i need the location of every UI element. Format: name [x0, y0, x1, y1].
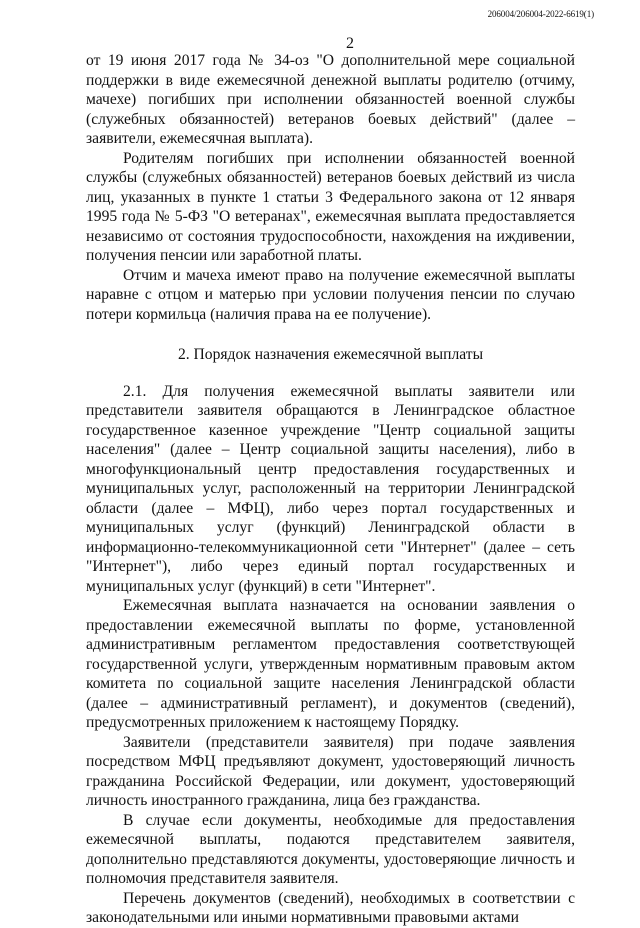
- paragraph-parents-eligibility: Родителям погибших при исполнении обязанностей военной службы (служебных обязанностей) ветеранов боевых действий из числа лиц, указанных в пункте 1 статьи 3 Федерального закона от 12 января 1995 года № 5-ФЗ "О ветеранах", ежемесячная выплата предоставляется независимо от состояния трудоспособности, нахождения на иждивении, получения пенсии или заработной платы.: [86, 149, 575, 264]
- paragraph-documents-list: Перечень документов (сведений), необходимых в соответствии с законодательными или иными нормативными правовыми актами: [86, 889, 575, 926]
- paragraph-representative-documents: В случае если документы, необходимые для предоставления ежемесячной выплаты, подаются представителем заявителя, дополнительно представляются документы, удостоверяющие личность и полномочия представителя заявителя.: [86, 811, 575, 887]
- document-body: [86, 51, 575, 928]
- document-registration-number: 206004/206004-2022-6619(1): [487, 9, 594, 19]
- section-heading: 2. Порядок назначения ежемесячной выплаты: [177, 346, 484, 363]
- paragraph-application-channels: 2.1. Для получения ежемесячной выплаты заявители или представители заявителя обращаются в Ленинградское областное государственное казенное учреждение "Центр социальной защиты населения" (далее – Центр социальной защиты населения), либо в многофункциональный центр предоставления государственных и муниципальных услуг, расположенный на территории Ленинградской области (далее – МФЦ), либо через портал государственных и муниципальных услуг (функций) Ленинградской области в информационно-телекоммуникационной сети "Интернет" (далее – сеть "Интернет"), либо через единый портал государственных и муниципальных услуг (функций) в сети "Интернет".: [86, 382, 575, 595]
- page-number: 2: [346, 35, 354, 52]
- paragraph-law-reference: от 19 июня 2017 года № 34-оз "О дополнительной мере социальной поддержки в виде ежемесячной денежной выплаты родителю (отчиму, мачехе) погибших при исполнении обязанностей военной службы (служебных обязанностей) ветеранов боевых действий" (далее – заявители, ежемесячная выплата).: [86, 52, 575, 147]
- paragraph-identity-document: Заявители (представители заявителя) при подаче заявления посредством МФЦ предъявляют документ, удостоверяющий личность гражданина Российской Федерации, или документ, удостоверяющий личность иностранного гражданина, лица без гражданства.: [86, 733, 575, 809]
- paragraph-stepparents-rights: Отчим и мачеха имеют право на получение ежемесячной выплаты наравне с отцом и матерью при условии получения пенсии по случаю потери кормильца (наличия права на ее получение).: [86, 266, 575, 323]
- paragraph-basis-for-assignment: Ежемесячная выплата назначается на основании заявления о предоставлении ежемесячной выплаты по форме, установленной административным регламентом предоставления соответствующей государственной услуги, утвержденным нормативным правовым актом комитета по социальной защите населения Ленинградской области (далее – административный регламент), и документов (сведений), предусмотренных приложением к настоящему Порядку.: [86, 597, 575, 731]
